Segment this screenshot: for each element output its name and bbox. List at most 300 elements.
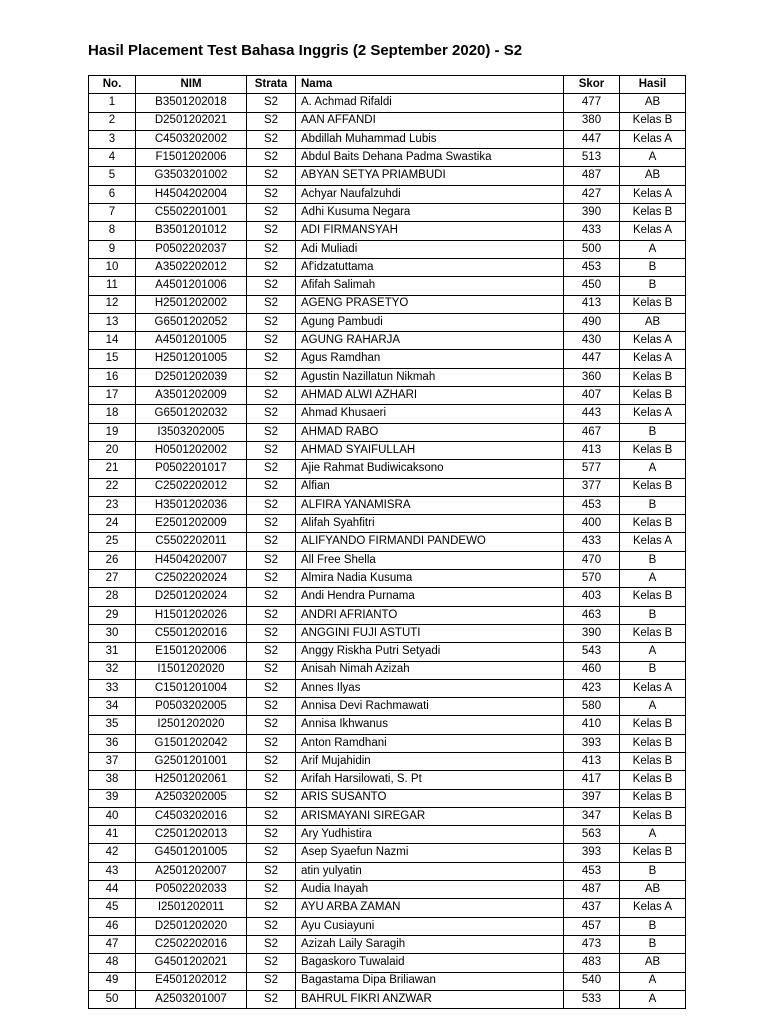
nim-cell: I2501202020 bbox=[136, 716, 247, 734]
no-cell: 17 bbox=[89, 387, 136, 405]
nama-cell: AHMAD ALWI AZHARI bbox=[296, 387, 564, 405]
nim-cell: H1501202026 bbox=[136, 606, 247, 624]
no-cell: 41 bbox=[89, 826, 136, 844]
table-row bbox=[89, 94, 686, 112]
strata-cell: S2 bbox=[247, 606, 296, 624]
hasil-cell: A bbox=[620, 460, 686, 478]
skor-cell: 580 bbox=[564, 698, 620, 716]
nim-cell: A2501202007 bbox=[136, 862, 247, 880]
table-row bbox=[89, 185, 686, 203]
table-row bbox=[89, 204, 686, 222]
hasil-cell: Kelas A bbox=[620, 533, 686, 551]
hasil-cell: Kelas A bbox=[620, 332, 686, 350]
no-cell: 34 bbox=[89, 698, 136, 716]
nama-cell: Adhi Kusuma Negara bbox=[296, 204, 564, 222]
table-row bbox=[89, 606, 686, 624]
nama-cell: Annes Ilyas bbox=[296, 679, 564, 697]
hasil-cell: Kelas A bbox=[620, 130, 686, 148]
table-row bbox=[89, 551, 686, 569]
skor-cell: 437 bbox=[564, 899, 620, 917]
nama-cell: Asep Syaefun Nazmi bbox=[296, 844, 564, 862]
no-cell: 6 bbox=[89, 185, 136, 203]
nim-cell: C5501202016 bbox=[136, 624, 247, 642]
nama-cell: Ajie Rahmat Budiwicaksono bbox=[296, 460, 564, 478]
table-row bbox=[89, 515, 686, 533]
strata-cell: S2 bbox=[247, 972, 296, 990]
skor-cell: 393 bbox=[564, 734, 620, 752]
table-row bbox=[89, 441, 686, 459]
nim-cell: A2503202005 bbox=[136, 789, 247, 807]
hasil-cell: Kelas A bbox=[620, 405, 686, 423]
nim-cell: P0502201017 bbox=[136, 460, 247, 478]
nim-cell: A4501201006 bbox=[136, 277, 247, 295]
skor-cell: 460 bbox=[564, 661, 620, 679]
nama-cell: Abdul Baits Dehana Padma Swastika bbox=[296, 149, 564, 167]
hasil-cell: B bbox=[620, 917, 686, 935]
hasil-cell: Kelas B bbox=[620, 624, 686, 642]
nim-cell: A2503201007 bbox=[136, 990, 247, 1008]
nama-cell: Adi Muliadi bbox=[296, 240, 564, 258]
nama-cell: All Free Shella bbox=[296, 551, 564, 569]
nim-cell: I1501202020 bbox=[136, 661, 247, 679]
nim-cell: D2501202021 bbox=[136, 112, 247, 130]
skor-cell: 407 bbox=[564, 387, 620, 405]
nama-cell: Azizah Laily Saragih bbox=[296, 935, 564, 953]
nama-cell: Arifah Harsilowati, S. Pt bbox=[296, 771, 564, 789]
column-header-nama: Nama bbox=[296, 76, 564, 94]
table-row bbox=[89, 698, 686, 716]
skor-cell: 577 bbox=[564, 460, 620, 478]
table-row bbox=[89, 277, 686, 295]
strata-cell: S2 bbox=[247, 807, 296, 825]
hasil-cell: B bbox=[620, 606, 686, 624]
nim-cell: I3503202005 bbox=[136, 423, 247, 441]
hasil-cell: A bbox=[620, 826, 686, 844]
table-row bbox=[89, 240, 686, 258]
nim-cell: C2502202016 bbox=[136, 935, 247, 953]
column-header-nim: NIM bbox=[136, 76, 247, 94]
nama-cell: A. Achmad Rifaldi bbox=[296, 94, 564, 112]
nim-cell: D2501202020 bbox=[136, 917, 247, 935]
nama-cell: Almira Nadia Kusuma bbox=[296, 570, 564, 588]
table-row bbox=[89, 881, 686, 899]
nama-cell: Agustin Nazillatun Nikmah bbox=[296, 368, 564, 386]
hasil-cell: Kelas A bbox=[620, 350, 686, 368]
hasil-cell: Kelas B bbox=[620, 588, 686, 606]
skor-cell: 433 bbox=[564, 222, 620, 240]
table-row bbox=[89, 679, 686, 697]
nama-cell: Anisah Nimah Azizah bbox=[296, 661, 564, 679]
table-row bbox=[89, 588, 686, 606]
nama-cell: Ahmad Khusaeri bbox=[296, 405, 564, 423]
skor-cell: 413 bbox=[564, 441, 620, 459]
no-cell: 35 bbox=[89, 716, 136, 734]
no-cell: 47 bbox=[89, 935, 136, 953]
strata-cell: S2 bbox=[247, 899, 296, 917]
no-cell: 5 bbox=[89, 167, 136, 185]
nim-cell: P0503202005 bbox=[136, 698, 247, 716]
table-row bbox=[89, 624, 686, 642]
strata-cell: S2 bbox=[247, 716, 296, 734]
strata-cell: S2 bbox=[247, 698, 296, 716]
table-row bbox=[89, 478, 686, 496]
strata-cell: S2 bbox=[247, 752, 296, 770]
table-row bbox=[89, 716, 686, 734]
table-row bbox=[89, 332, 686, 350]
table-row bbox=[89, 771, 686, 789]
nama-cell: ADI FIRMANSYAH bbox=[296, 222, 564, 240]
no-cell: 44 bbox=[89, 881, 136, 899]
table-row bbox=[89, 862, 686, 880]
nama-cell: Af'idzatuttama bbox=[296, 258, 564, 276]
no-cell: 14 bbox=[89, 332, 136, 350]
nim-cell: H4504202007 bbox=[136, 551, 247, 569]
skor-cell: 453 bbox=[564, 496, 620, 514]
table-row bbox=[89, 570, 686, 588]
no-cell: 21 bbox=[89, 460, 136, 478]
strata-cell: S2 bbox=[247, 935, 296, 953]
strata-cell: S2 bbox=[247, 167, 296, 185]
skor-cell: 430 bbox=[564, 332, 620, 350]
hasil-cell: Kelas B bbox=[620, 515, 686, 533]
no-cell: 43 bbox=[89, 862, 136, 880]
nim-cell: E1501202006 bbox=[136, 643, 247, 661]
nim-cell: E2501202009 bbox=[136, 515, 247, 533]
table-row bbox=[89, 807, 686, 825]
nim-cell: C2501202013 bbox=[136, 826, 247, 844]
hasil-cell: AB bbox=[620, 954, 686, 972]
no-cell: 12 bbox=[89, 295, 136, 313]
skor-cell: 447 bbox=[564, 130, 620, 148]
nim-cell: H2501201005 bbox=[136, 350, 247, 368]
nama-cell: Anton Ramdhani bbox=[296, 734, 564, 752]
hasil-cell: AB bbox=[620, 313, 686, 331]
hasil-cell: Kelas B bbox=[620, 789, 686, 807]
table-row bbox=[89, 899, 686, 917]
no-cell: 36 bbox=[89, 734, 136, 752]
no-cell: 50 bbox=[89, 990, 136, 1008]
nama-cell: Andi Hendra Purnama bbox=[296, 588, 564, 606]
nama-cell: AYU ARBA ZAMAN bbox=[296, 899, 564, 917]
hasil-cell: Kelas B bbox=[620, 807, 686, 825]
no-cell: 20 bbox=[89, 441, 136, 459]
nim-cell: C1501201004 bbox=[136, 679, 247, 697]
no-cell: 27 bbox=[89, 570, 136, 588]
hasil-cell: A bbox=[620, 972, 686, 990]
nim-cell: C4503202002 bbox=[136, 130, 247, 148]
nama-cell: ARISMAYANI SIREGAR bbox=[296, 807, 564, 825]
table-row bbox=[89, 661, 686, 679]
nama-cell: ARIS SUSANTO bbox=[296, 789, 564, 807]
nim-cell: P0502202033 bbox=[136, 881, 247, 899]
strata-cell: S2 bbox=[247, 917, 296, 935]
table-row bbox=[89, 752, 686, 770]
no-cell: 30 bbox=[89, 624, 136, 642]
nim-cell: G4501201005 bbox=[136, 844, 247, 862]
skor-cell: 390 bbox=[564, 624, 620, 642]
strata-cell: S2 bbox=[247, 240, 296, 258]
table-row bbox=[89, 789, 686, 807]
no-cell: 23 bbox=[89, 496, 136, 514]
no-cell: 46 bbox=[89, 917, 136, 935]
table-row bbox=[89, 917, 686, 935]
nim-cell: C5502201001 bbox=[136, 204, 247, 222]
no-cell: 13 bbox=[89, 313, 136, 331]
nim-cell: G1501202042 bbox=[136, 734, 247, 752]
skor-cell: 360 bbox=[564, 368, 620, 386]
nama-cell: ANGGINI FUJI ASTUTI bbox=[296, 624, 564, 642]
nama-cell: Anggy Riskha Putri Setyadi bbox=[296, 643, 564, 661]
table-row bbox=[89, 130, 686, 148]
nim-cell: H4504202004 bbox=[136, 185, 247, 203]
table-row bbox=[89, 112, 686, 130]
table-row bbox=[89, 844, 686, 862]
nama-cell: Ary Yudhistira bbox=[296, 826, 564, 844]
no-cell: 33 bbox=[89, 679, 136, 697]
nim-cell: A3502202012 bbox=[136, 258, 247, 276]
skor-cell: 490 bbox=[564, 313, 620, 331]
nim-cell: D2501202024 bbox=[136, 588, 247, 606]
table-row bbox=[89, 313, 686, 331]
nama-cell: Ayu Cusiayuni bbox=[296, 917, 564, 935]
skor-cell: 463 bbox=[564, 606, 620, 624]
nim-cell: H2501202061 bbox=[136, 771, 247, 789]
nama-cell: Bagastama Dipa Briliawan bbox=[296, 972, 564, 990]
no-cell: 28 bbox=[89, 588, 136, 606]
table-row bbox=[89, 149, 686, 167]
strata-cell: S2 bbox=[247, 515, 296, 533]
strata-cell: S2 bbox=[247, 881, 296, 899]
strata-cell: S2 bbox=[247, 130, 296, 148]
skor-cell: 447 bbox=[564, 350, 620, 368]
hasil-cell: AB bbox=[620, 881, 686, 899]
skor-cell: 543 bbox=[564, 643, 620, 661]
strata-cell: S2 bbox=[247, 771, 296, 789]
strata-cell: S2 bbox=[247, 679, 296, 697]
no-cell: 31 bbox=[89, 643, 136, 661]
table-header-row bbox=[89, 76, 686, 94]
skor-cell: 500 bbox=[564, 240, 620, 258]
skor-cell: 400 bbox=[564, 515, 620, 533]
strata-cell: S2 bbox=[247, 643, 296, 661]
skor-cell: 397 bbox=[564, 789, 620, 807]
nama-cell: ALFIRA YANAMISRA bbox=[296, 496, 564, 514]
nim-cell: A3501202009 bbox=[136, 387, 247, 405]
skor-cell: 413 bbox=[564, 295, 620, 313]
table-body bbox=[89, 94, 686, 1009]
nim-cell: H3501202036 bbox=[136, 496, 247, 514]
table-row bbox=[89, 387, 686, 405]
nim-cell: F1501202006 bbox=[136, 149, 247, 167]
nama-cell: Alfian bbox=[296, 478, 564, 496]
nim-cell: C4503202016 bbox=[136, 807, 247, 825]
strata-cell: S2 bbox=[247, 460, 296, 478]
hasil-cell: Kelas B bbox=[620, 716, 686, 734]
strata-cell: S2 bbox=[247, 313, 296, 331]
table-row bbox=[89, 533, 686, 551]
hasil-cell: Kelas A bbox=[620, 222, 686, 240]
skor-cell: 483 bbox=[564, 954, 620, 972]
skor-cell: 417 bbox=[564, 771, 620, 789]
strata-cell: S2 bbox=[247, 258, 296, 276]
nama-cell: BAHRUL FIKRI ANZWAR bbox=[296, 990, 564, 1008]
nama-cell: AAN AFFANDI bbox=[296, 112, 564, 130]
hasil-cell: AB bbox=[620, 167, 686, 185]
table-row bbox=[89, 167, 686, 185]
strata-cell: S2 bbox=[247, 277, 296, 295]
skor-cell: 477 bbox=[564, 94, 620, 112]
hasil-cell: A bbox=[620, 643, 686, 661]
strata-cell: S2 bbox=[247, 496, 296, 514]
strata-cell: S2 bbox=[247, 405, 296, 423]
no-cell: 19 bbox=[89, 423, 136, 441]
nim-cell: C2502202012 bbox=[136, 478, 247, 496]
no-cell: 38 bbox=[89, 771, 136, 789]
nim-cell: C5502202011 bbox=[136, 533, 247, 551]
table-row bbox=[89, 405, 686, 423]
skor-cell: 450 bbox=[564, 277, 620, 295]
skor-cell: 470 bbox=[564, 551, 620, 569]
column-header-hasil: Hasil bbox=[620, 76, 686, 94]
hasil-cell: Kelas B bbox=[620, 752, 686, 770]
hasil-cell: B bbox=[620, 935, 686, 953]
nim-cell: P0502202037 bbox=[136, 240, 247, 258]
strata-cell: S2 bbox=[247, 295, 296, 313]
nim-cell: D2501202039 bbox=[136, 368, 247, 386]
nama-cell: Agung Pambudi bbox=[296, 313, 564, 331]
no-cell: 2 bbox=[89, 112, 136, 130]
no-cell: 37 bbox=[89, 752, 136, 770]
hasil-cell: Kelas A bbox=[620, 899, 686, 917]
nama-cell: Annisa Devi Rachmawati bbox=[296, 698, 564, 716]
no-cell: 15 bbox=[89, 350, 136, 368]
strata-cell: S2 bbox=[247, 734, 296, 752]
nama-cell: Audia Inayah bbox=[296, 881, 564, 899]
no-cell: 10 bbox=[89, 258, 136, 276]
table-row bbox=[89, 990, 686, 1008]
table-row bbox=[89, 935, 686, 953]
nim-cell: H0501202002 bbox=[136, 441, 247, 459]
strata-cell: S2 bbox=[247, 661, 296, 679]
no-cell: 25 bbox=[89, 533, 136, 551]
skor-cell: 563 bbox=[564, 826, 620, 844]
skor-cell: 433 bbox=[564, 533, 620, 551]
skor-cell: 467 bbox=[564, 423, 620, 441]
table-row bbox=[89, 954, 686, 972]
table-row bbox=[89, 972, 686, 990]
hasil-cell: Kelas B bbox=[620, 368, 686, 386]
strata-cell: S2 bbox=[247, 332, 296, 350]
hasil-cell: Kelas B bbox=[620, 112, 686, 130]
nama-cell: ABYAN SETYA PRIAMBUDI bbox=[296, 167, 564, 185]
hasil-cell: B bbox=[620, 862, 686, 880]
hasil-cell: AB bbox=[620, 94, 686, 112]
skor-cell: 473 bbox=[564, 935, 620, 953]
no-cell: 3 bbox=[89, 130, 136, 148]
nim-cell: B3501201012 bbox=[136, 222, 247, 240]
nama-cell: Achyar Naufalzuhdi bbox=[296, 185, 564, 203]
no-cell: 18 bbox=[89, 405, 136, 423]
skor-cell: 403 bbox=[564, 588, 620, 606]
page-title: Hasil Placement Test Bahasa Inggris (2 September 2020) - S2 bbox=[88, 42, 523, 59]
skor-cell: 380 bbox=[564, 112, 620, 130]
strata-cell: S2 bbox=[247, 624, 296, 642]
hasil-cell: B bbox=[620, 423, 686, 441]
strata-cell: S2 bbox=[247, 862, 296, 880]
strata-cell: S2 bbox=[247, 185, 296, 203]
nim-cell: E4501202012 bbox=[136, 972, 247, 990]
table-row bbox=[89, 222, 686, 240]
skor-cell: 410 bbox=[564, 716, 620, 734]
nama-cell: AHMAD RABO bbox=[296, 423, 564, 441]
strata-cell: S2 bbox=[247, 789, 296, 807]
nama-cell: AGUNG RAHARJA bbox=[296, 332, 564, 350]
skor-cell: 413 bbox=[564, 752, 620, 770]
strata-cell: S2 bbox=[247, 112, 296, 130]
nim-cell: A4501201005 bbox=[136, 332, 247, 350]
nama-cell: Afifah Salimah bbox=[296, 277, 564, 295]
nama-cell: Bagaskoro Tuwalaid bbox=[296, 954, 564, 972]
hasil-cell: Kelas B bbox=[620, 204, 686, 222]
skor-cell: 377 bbox=[564, 478, 620, 496]
nim-cell: B3501202018 bbox=[136, 94, 247, 112]
skor-cell: 443 bbox=[564, 405, 620, 423]
skor-cell: 540 bbox=[564, 972, 620, 990]
strata-cell: S2 bbox=[247, 94, 296, 112]
placement-results-table bbox=[88, 75, 686, 1009]
nama-cell: Annisa Ikhwanus bbox=[296, 716, 564, 734]
column-header-no: No. bbox=[89, 76, 136, 94]
nim-cell: H2501202002 bbox=[136, 295, 247, 313]
no-cell: 16 bbox=[89, 368, 136, 386]
nama-cell: ALIFYANDO FIRMANDI PANDEWO bbox=[296, 533, 564, 551]
nim-cell: G4501202021 bbox=[136, 954, 247, 972]
strata-cell: S2 bbox=[247, 350, 296, 368]
skor-cell: 347 bbox=[564, 807, 620, 825]
nim-cell: G2501201001 bbox=[136, 752, 247, 770]
table-row bbox=[89, 295, 686, 313]
strata-cell: S2 bbox=[247, 954, 296, 972]
skor-cell: 427 bbox=[564, 185, 620, 203]
nim-cell: G6501202052 bbox=[136, 313, 247, 331]
table-row bbox=[89, 350, 686, 368]
table-row bbox=[89, 826, 686, 844]
no-cell: 8 bbox=[89, 222, 136, 240]
table-header bbox=[89, 76, 686, 94]
hasil-cell: B bbox=[620, 277, 686, 295]
nama-cell: atin yulyatin bbox=[296, 862, 564, 880]
nama-cell: Abdillah Muhammad Lubis bbox=[296, 130, 564, 148]
nim-cell: G6501202032 bbox=[136, 405, 247, 423]
table-row bbox=[89, 496, 686, 514]
table-row bbox=[89, 460, 686, 478]
no-cell: 45 bbox=[89, 899, 136, 917]
skor-cell: 487 bbox=[564, 881, 620, 899]
no-cell: 48 bbox=[89, 954, 136, 972]
hasil-cell: A bbox=[620, 698, 686, 716]
hasil-cell: Kelas A bbox=[620, 185, 686, 203]
strata-cell: S2 bbox=[247, 204, 296, 222]
no-cell: 11 bbox=[89, 277, 136, 295]
skor-cell: 457 bbox=[564, 917, 620, 935]
table-row bbox=[89, 368, 686, 386]
skor-cell: 487 bbox=[564, 167, 620, 185]
strata-cell: S2 bbox=[247, 551, 296, 569]
strata-cell: S2 bbox=[247, 533, 296, 551]
table-row bbox=[89, 423, 686, 441]
skor-cell: 513 bbox=[564, 149, 620, 167]
strata-cell: S2 bbox=[247, 441, 296, 459]
